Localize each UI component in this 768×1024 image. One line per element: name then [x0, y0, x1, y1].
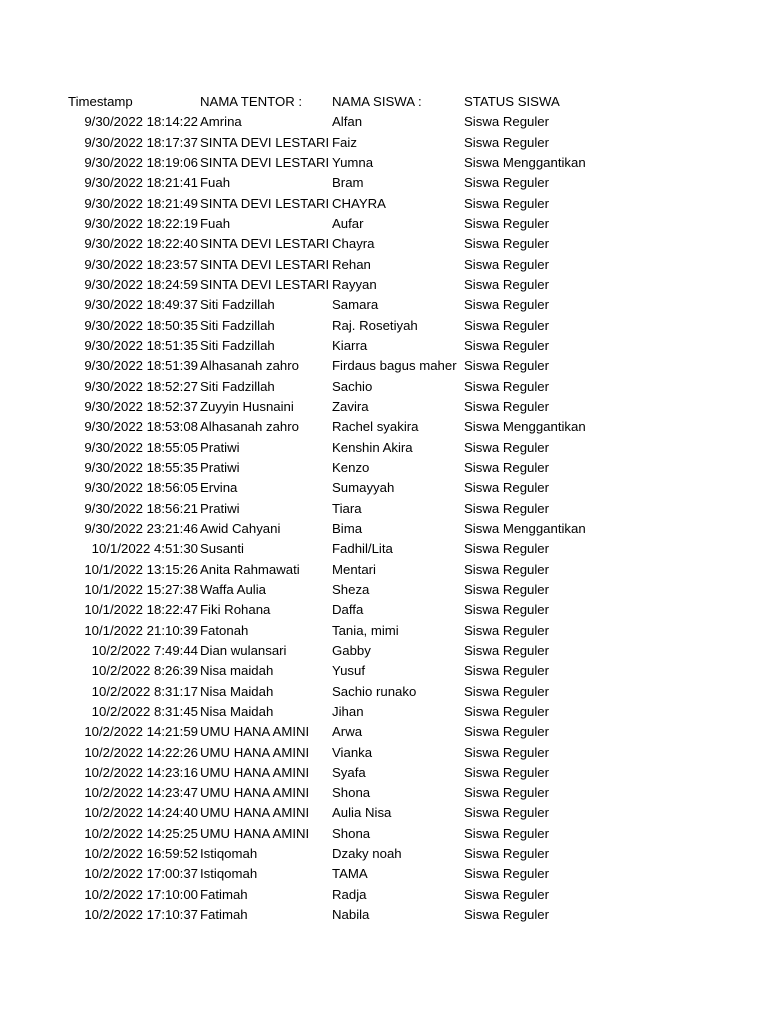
cell-status-siswa: Siswa Reguler: [464, 297, 550, 313]
cell-timestamp: 10/1/2022 21:10:39: [84, 622, 198, 638]
cell-status-siswa: Siswa Reguler: [464, 480, 550, 496]
cell-nama-siswa: Gabby: [332, 642, 371, 658]
cell-nama-tentor: SINTA DEVI LESTARI: [200, 276, 330, 292]
table-row: [0, 722, 768, 742]
cell-timestamp: 9/30/2022 18:23:57: [84, 256, 198, 272]
cell-timestamp: 9/30/2022 18:19:06: [84, 154, 198, 170]
cell-nama-siswa: Sachio: [332, 378, 373, 394]
table-row: [0, 438, 768, 458]
table-row: [0, 173, 768, 193]
cell-nama-siswa: Radja: [332, 886, 367, 902]
cell-timestamp: 9/30/2022 18:51:39: [84, 358, 198, 374]
cell-nama-siswa: Rachel syakira: [332, 419, 419, 435]
table-row: [0, 478, 768, 498]
cell-nama-tentor: Siti Fadzillah: [200, 317, 275, 333]
table-row: [0, 336, 768, 356]
table-row: [0, 641, 768, 661]
cell-status-siswa: Siswa Reguler: [464, 663, 550, 679]
table-row: [0, 356, 768, 376]
cell-nama-tentor: Fatimah: [200, 886, 248, 902]
table-row: [0, 275, 768, 295]
cell-nama-tentor: UMU HANA AMINI: [200, 805, 310, 821]
table-row: [0, 133, 768, 153]
table-row: [0, 885, 768, 905]
cell-nama-tentor: Pratiwi: [200, 459, 240, 475]
cell-status-siswa: Siswa Menggantikan: [464, 154, 586, 170]
cell-nama-tentor: SINTA DEVI LESTARI: [200, 236, 330, 252]
header-nama-siswa: NAMA SISWA :: [332, 94, 422, 109]
cell-status-siswa: Siswa Reguler: [464, 114, 550, 130]
table-row: [0, 458, 768, 478]
cell-status-siswa: Siswa Menggantikan: [464, 520, 586, 536]
cell-status-siswa: Siswa Reguler: [464, 764, 550, 780]
cell-timestamp: 9/30/2022 18:50:35: [84, 317, 198, 333]
cell-nama-tentor: SINTA DEVI LESTARI: [200, 195, 330, 211]
cell-nama-siswa: Tiara: [332, 500, 362, 516]
table-row: [0, 580, 768, 600]
cell-nama-siswa: Nabila: [332, 907, 370, 923]
cell-nama-tentor: UMU HANA AMINI: [200, 724, 310, 740]
cell-timestamp: 9/30/2022 18:53:08: [84, 419, 198, 435]
cell-nama-siswa: Syafa: [332, 764, 366, 780]
cell-nama-siswa: Jihan: [332, 703, 364, 719]
cell-timestamp: 10/2/2022 16:59:52: [84, 846, 198, 862]
table-row: [0, 214, 768, 234]
cell-nama-siswa: Faiz: [332, 134, 357, 150]
table-row: [0, 824, 768, 844]
cell-status-siswa: Siswa Reguler: [464, 134, 550, 150]
cell-status-siswa: Siswa Reguler: [464, 703, 550, 719]
cell-timestamp: 10/2/2022 8:31:17: [91, 683, 198, 699]
cell-timestamp: 10/2/2022 17:10:00: [84, 886, 198, 902]
cell-status-siswa: Siswa Reguler: [464, 683, 550, 699]
cell-timestamp: 9/30/2022 18:17:37: [84, 134, 198, 150]
cell-nama-siswa: Yumna: [332, 154, 374, 170]
cell-nama-tentor: SINTA DEVI LESTARI: [200, 154, 330, 170]
cell-timestamp: 9/30/2022 18:55:05: [84, 439, 198, 455]
table-row: [0, 682, 768, 702]
cell-timestamp: 10/2/2022 8:31:45: [91, 703, 198, 719]
cell-status-siswa: Siswa Reguler: [464, 602, 550, 618]
table-row: [0, 377, 768, 397]
table-row: [0, 112, 768, 132]
cell-nama-siswa: Arwa: [332, 724, 363, 740]
cell-status-siswa: Siswa Reguler: [464, 561, 550, 577]
cell-nama-tentor: Siti Fadzillah: [200, 297, 275, 313]
cell-status-siswa: Siswa Reguler: [464, 378, 550, 394]
cell-timestamp: 10/2/2022 14:25:25: [84, 825, 198, 841]
table-row: [0, 621, 768, 641]
cell-nama-tentor: Fatimah: [200, 907, 248, 923]
cell-timestamp: 10/2/2022 17:00:37: [84, 866, 198, 882]
header-row: [0, 92, 768, 112]
cell-nama-siswa: Chayra: [332, 236, 375, 252]
cell-status-siswa: Siswa Reguler: [464, 500, 550, 516]
cell-status-siswa: Siswa Reguler: [464, 459, 550, 475]
cell-timestamp: 9/30/2022 18:49:37: [84, 297, 198, 313]
table-row: [0, 539, 768, 559]
spreadsheet-table: [0, 92, 768, 925]
table-row: [0, 844, 768, 864]
cell-nama-siswa: Bima: [332, 520, 363, 536]
cell-nama-siswa: Kenzo: [332, 459, 370, 475]
cell-nama-tentor: Fatonah: [200, 622, 249, 638]
cell-timestamp: 10/2/2022 14:22:26: [84, 744, 198, 760]
table-row: [0, 864, 768, 884]
cell-timestamp: 9/30/2022 18:56:21: [84, 500, 198, 516]
table-row: [0, 600, 768, 620]
cell-nama-siswa: Kiarra: [332, 337, 368, 353]
cell-timestamp: 9/30/2022 18:51:35: [84, 337, 198, 353]
cell-nama-tentor: Ervina: [200, 480, 238, 496]
table-row: [0, 763, 768, 783]
table-body: [0, 112, 768, 925]
table-row: [0, 661, 768, 681]
cell-timestamp: 10/2/2022 17:10:37: [84, 907, 198, 923]
cell-timestamp: 9/30/2022 18:52:27: [84, 378, 198, 394]
cell-timestamp: 9/30/2022 18:56:05: [84, 480, 198, 496]
cell-nama-siswa: TAMA: [332, 866, 368, 882]
cell-nama-tentor: UMU HANA AMINI: [200, 785, 310, 801]
cell-timestamp: 9/30/2022 18:21:49: [84, 195, 198, 211]
table-row: [0, 803, 768, 823]
cell-status-siswa: Siswa Reguler: [464, 622, 550, 638]
cell-nama-tentor: Fuah: [200, 215, 231, 231]
cell-nama-siswa: Shona: [332, 785, 371, 801]
table-row: [0, 153, 768, 173]
cell-nama-siswa: Zavira: [332, 398, 369, 414]
cell-status-siswa: Siswa Reguler: [464, 642, 550, 658]
cell-nama-siswa: Aulia Nisa: [332, 805, 392, 821]
cell-status-siswa: Siswa Reguler: [464, 317, 550, 333]
cell-timestamp: 10/1/2022 4:51:30: [91, 541, 198, 557]
cell-nama-tentor: Waffa Aulia: [200, 581, 266, 597]
cell-status-siswa: Siswa Reguler: [464, 439, 550, 455]
table-row: [0, 560, 768, 580]
cell-timestamp: 10/1/2022 18:22:47: [84, 602, 198, 618]
cell-nama-tentor: Anita Rahmawati: [200, 561, 300, 577]
cell-nama-siswa: Mentari: [332, 561, 376, 577]
cell-nama-siswa: Dzaky noah: [332, 846, 402, 862]
header-nama-tentor: NAMA TENTOR :: [200, 94, 303, 109]
cell-nama-siswa: Rayyan: [332, 276, 377, 292]
table-row: [0, 783, 768, 803]
cell-status-siswa: Siswa Reguler: [464, 907, 550, 923]
cell-timestamp: 10/2/2022 14:21:59: [84, 724, 198, 740]
cell-status-siswa: Siswa Reguler: [464, 805, 550, 821]
cell-status-siswa: Siswa Reguler: [464, 724, 550, 740]
cell-nama-siswa: CHAYRA: [332, 195, 386, 211]
cell-nama-tentor: Nisa Maidah: [200, 703, 274, 719]
cell-nama-tentor: Awid Cahyani: [200, 520, 281, 536]
cell-status-siswa: Siswa Reguler: [464, 785, 550, 801]
cell-nama-siswa: Samara: [332, 297, 379, 313]
cell-nama-siswa: Sheza: [332, 581, 370, 597]
cell-nama-siswa: Aufar: [332, 215, 364, 231]
cell-status-siswa: Siswa Reguler: [464, 195, 550, 211]
cell-nama-tentor: SINTA DEVI LESTARI: [200, 256, 330, 272]
table-row: [0, 702, 768, 722]
cell-nama-siswa: Raj. Rosetiyah: [332, 317, 418, 333]
cell-nama-tentor: UMU HANA AMINI: [200, 764, 310, 780]
table-row: [0, 194, 768, 214]
cell-timestamp: 10/2/2022 14:23:47: [84, 785, 198, 801]
cell-nama-tentor: Siti Fadzillah: [200, 337, 275, 353]
cell-timestamp: 10/2/2022 8:26:39: [91, 663, 198, 679]
cell-nama-tentor: Pratiwi: [200, 439, 240, 455]
cell-nama-tentor: Zuyyin Husnaini: [200, 398, 294, 414]
table-row: [0, 499, 768, 519]
cell-nama-siswa: Alfan: [332, 114, 363, 130]
table-row: [0, 743, 768, 763]
cell-status-siswa: Siswa Reguler: [464, 846, 550, 862]
cell-status-siswa: Siswa Reguler: [464, 175, 550, 191]
cell-nama-tentor: Pratiwi: [200, 500, 240, 516]
cell-status-siswa: Siswa Reguler: [464, 744, 550, 760]
cell-nama-tentor: SINTA DEVI LESTARI: [200, 134, 330, 150]
cell-status-siswa: Siswa Reguler: [464, 256, 550, 272]
cell-nama-tentor: UMU HANA AMINI: [200, 744, 310, 760]
table-row: [0, 255, 768, 275]
cell-nama-siswa: Bram: [332, 175, 364, 191]
cell-status-siswa: Siswa Reguler: [464, 398, 550, 414]
cell-timestamp: 9/30/2022 18:22:40: [84, 236, 198, 252]
cell-nama-tentor: Siti Fadzillah: [200, 378, 275, 394]
cell-status-siswa: Siswa Reguler: [464, 825, 550, 841]
cell-nama-siswa: Shona: [332, 825, 371, 841]
cell-status-siswa: Siswa Reguler: [464, 276, 550, 292]
cell-nama-siswa: Firdaus bagus maher: [332, 358, 457, 374]
table-row: [0, 417, 768, 437]
cell-nama-tentor: Alhasanah zahro: [200, 358, 299, 374]
table-row: [0, 295, 768, 315]
cell-timestamp: 10/1/2022 13:15:26: [84, 561, 198, 577]
cell-timestamp: 9/30/2022 18:22:19: [84, 215, 198, 231]
table-row: [0, 519, 768, 539]
cell-nama-tentor: Nisa maidah: [200, 663, 274, 679]
table-row: [0, 316, 768, 336]
cell-nama-siswa: Fadhil/Lita: [332, 541, 393, 557]
cell-nama-tentor: Fuah: [200, 175, 231, 191]
cell-timestamp: 10/2/2022 14:23:16: [84, 764, 198, 780]
cell-timestamp: 9/30/2022 18:24:59: [84, 276, 198, 292]
cell-timestamp: 10/2/2022 7:49:44: [91, 642, 198, 658]
cell-nama-tentor: Istiqomah: [200, 846, 258, 862]
cell-nama-tentor: Istiqomah: [200, 866, 258, 882]
cell-nama-siswa: Yusuf: [332, 663, 365, 679]
cell-nama-siswa: Kenshin Akira: [332, 439, 413, 455]
cell-nama-siswa: Daffa: [332, 602, 364, 618]
header-timestamp: Timestamp: [68, 94, 133, 109]
cell-timestamp: 9/30/2022 18:21:41: [84, 175, 198, 191]
cell-nama-tentor: Susanti: [200, 541, 244, 557]
table-row: [0, 397, 768, 417]
cell-status-siswa: Siswa Reguler: [464, 337, 550, 353]
cell-status-siswa: Siswa Reguler: [464, 236, 550, 252]
cell-nama-tentor: Fiki Rohana: [200, 602, 271, 618]
table-row: [0, 234, 768, 254]
cell-nama-tentor: Alhasanah zahro: [200, 419, 299, 435]
cell-status-siswa: Siswa Menggantikan: [464, 419, 586, 435]
cell-status-siswa: Siswa Reguler: [464, 866, 550, 882]
cell-timestamp: 9/30/2022 18:14:22: [84, 114, 198, 130]
cell-nama-siswa: Rehan: [332, 256, 371, 272]
cell-status-siswa: Siswa Reguler: [464, 886, 550, 902]
cell-nama-siswa: Vianka: [332, 744, 373, 760]
cell-nama-tentor: Dian wulansari: [200, 642, 287, 658]
cell-status-siswa: Siswa Reguler: [464, 358, 550, 374]
cell-timestamp: 10/2/2022 14:24:40: [84, 805, 198, 821]
cell-timestamp: 9/30/2022 23:21:46: [84, 520, 198, 536]
cell-nama-tentor: Amrina: [200, 114, 242, 130]
cell-timestamp: 10/1/2022 15:27:38: [84, 581, 198, 597]
cell-nama-tentor: UMU HANA AMINI: [200, 825, 310, 841]
cell-status-siswa: Siswa Reguler: [464, 215, 550, 231]
table-row: [0, 905, 768, 925]
cell-status-siswa: Siswa Reguler: [464, 541, 550, 557]
cell-nama-siswa: Tania, mimi: [332, 622, 399, 638]
cell-status-siswa: Siswa Reguler: [464, 581, 550, 597]
cell-nama-tentor: Nisa Maidah: [200, 683, 274, 699]
cell-nama-siswa: Sachio runako: [332, 683, 417, 699]
cell-timestamp: 9/30/2022 18:52:37: [84, 398, 198, 414]
cell-nama-siswa: Sumayyah: [332, 480, 395, 496]
header-status-siswa: STATUS SISWA: [464, 94, 560, 109]
cell-timestamp: 9/30/2022 18:55:35: [84, 459, 198, 475]
